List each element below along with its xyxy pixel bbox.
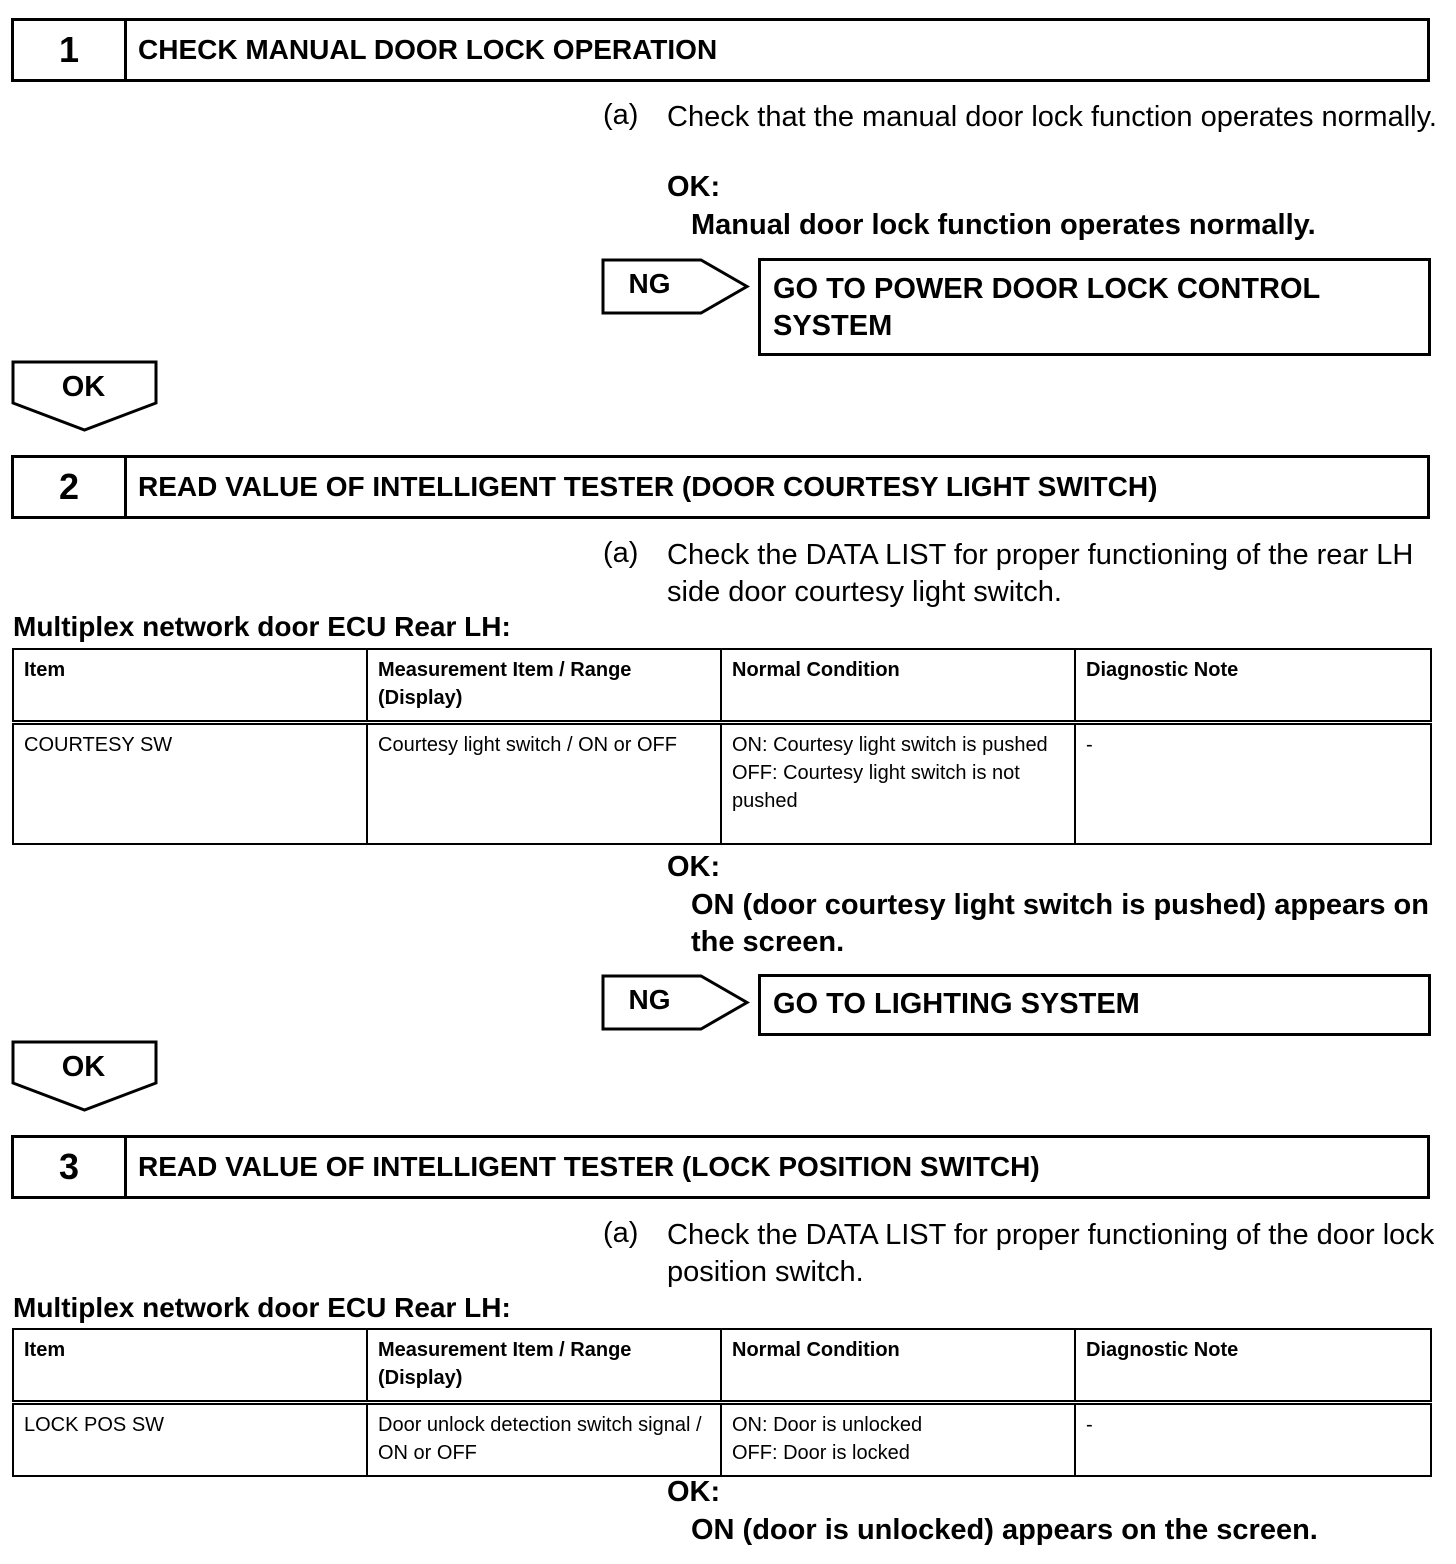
col-header-measurement: Measurement Item / Range (Display)	[367, 1329, 721, 1403]
step-number: 2	[14, 458, 127, 516]
normal-condition-on: ON: Courtesy light switch is pushed	[732, 734, 1048, 756]
step-1-header	[11, 18, 1430, 82]
check-instruction: Check the DATA LIST for proper functioning of the rear LH side door courtesy light switch.	[667, 539, 1414, 608]
col-header-diagnostic-note: Diagnostic Note	[1075, 1329, 1431, 1403]
ok-criteria-label: OK:	[667, 1476, 721, 1508]
ok-criteria-label: OK:	[667, 171, 721, 203]
check-label: (a)	[603, 537, 639, 569]
col-header-normal-condition: Normal Condition	[721, 649, 1075, 723]
col-header-item: Item	[13, 1329, 367, 1403]
normal-condition-off: OFF: Courtesy light switch is not pushed	[732, 762, 1020, 812]
ok-criteria-text: Manual door lock function operates normally.	[691, 209, 1316, 241]
col-header-item: Item	[13, 649, 367, 723]
cell-measurement: Courtesy light switch / ON or OFF	[367, 723, 721, 845]
goto-power-door-lock-box[interactable]: GO TO POWER DOOR LOCK CONTROL SYSTEM	[758, 258, 1431, 356]
table-row	[13, 1403, 1431, 1477]
data-list-table	[12, 648, 1432, 845]
ok-criteria-text: ON (door courtesy light switch is pushed) appears on the screen.	[691, 889, 1429, 958]
cell-normal-condition	[721, 1403, 1075, 1477]
step-title: READ VALUE OF INTELLIGENT TESTER (DOOR COURTESY LIGHT SWITCH)	[138, 471, 1158, 502]
ok-criteria-label: OK:	[667, 851, 721, 883]
ok-flow-label: OK	[61, 371, 106, 403]
check-label: (a)	[603, 1217, 639, 1249]
table-header-row	[13, 1329, 1431, 1403]
normal-condition-on: ON: Door is unlocked	[732, 1414, 923, 1436]
step-number: 1	[14, 21, 127, 79]
cell-diagnostic-note: -	[1075, 1403, 1431, 1477]
cell-normal-condition	[721, 723, 1075, 845]
col-header-normal-condition: Normal Condition	[721, 1329, 1075, 1403]
table-heading: Multiplex network door ECU Rear LH:	[13, 1292, 511, 1323]
step-title: READ VALUE OF INTELLIGENT TESTER (LOCK POSITION SWITCH)	[138, 1151, 1040, 1182]
ok-criteria-text: ON (door is unlocked) appears on the screen.	[691, 1514, 1318, 1546]
check-instruction: Check that the manual door lock function operates normally.	[667, 101, 1437, 133]
cell-measurement: Door unlock detection switch signal / ON or OFF	[367, 1403, 721, 1477]
col-header-measurement: Measurement Item / Range (Display)	[367, 649, 721, 723]
table-header-row	[13, 649, 1431, 723]
step-2-header	[11, 455, 1430, 519]
ng-label: NG	[628, 984, 671, 1015]
ng-label: NG	[628, 268, 671, 299]
data-list-table	[12, 1328, 1432, 1477]
check-instruction: Check the DATA LIST for proper functioning of the door lock position switch.	[667, 1219, 1435, 1288]
goto-lighting-system-box[interactable]: GO TO LIGHTING SYSTEM	[758, 974, 1431, 1036]
normal-condition-off: OFF: Door is locked	[732, 1442, 910, 1464]
table-row	[13, 723, 1431, 845]
cell-diagnostic-note: -	[1075, 723, 1431, 845]
step-title: CHECK MANUAL DOOR LOCK OPERATION	[138, 34, 718, 65]
step-number: 3	[14, 1138, 127, 1196]
ok-flow-label: OK	[61, 1051, 106, 1083]
cell-item: COURTESY SW	[13, 723, 367, 845]
cell-item: LOCK POS SW	[13, 1403, 367, 1477]
col-header-diagnostic-note: Diagnostic Note	[1075, 649, 1431, 723]
step-3-header	[11, 1135, 1430, 1199]
table-heading: Multiplex network door ECU Rear LH:	[13, 611, 511, 642]
check-label: (a)	[603, 99, 639, 131]
